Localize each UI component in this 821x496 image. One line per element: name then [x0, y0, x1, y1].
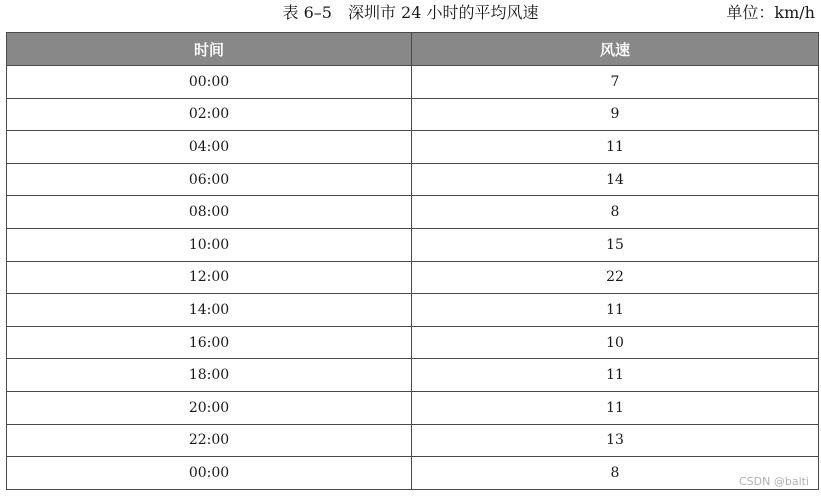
watermark: CSDN @balti — [738, 475, 809, 488]
cell-time: 22:00 — [7, 424, 412, 457]
cell-time: 20:00 — [7, 391, 412, 424]
cell-time: 00:00 — [7, 66, 412, 99]
cell-wind-speed: 13 — [412, 424, 819, 457]
table-row — [7, 424, 819, 457]
table-title: 表 6–5 深圳市 24 小时的平均风速 — [282, 3, 539, 22]
wind-speed-table — [6, 32, 819, 490]
table-row — [7, 326, 819, 359]
table-row — [7, 457, 819, 490]
cell-wind-speed: 11 — [412, 359, 819, 392]
cell-time: 06:00 — [7, 163, 412, 196]
cell-wind-speed: 11 — [412, 294, 819, 327]
table-row — [7, 196, 819, 229]
cell-time: 08:00 — [7, 196, 412, 229]
cell-wind-speed: 22 — [412, 261, 819, 294]
table-row — [7, 261, 819, 294]
table-row — [7, 359, 819, 392]
cell-time: 10:00 — [7, 228, 412, 261]
cell-time: 14:00 — [7, 294, 412, 327]
cell-wind-speed: 8 — [412, 196, 819, 229]
table-row — [7, 294, 819, 327]
cell-wind-speed: 9 — [412, 98, 819, 131]
cell-wind-speed: 10 — [412, 326, 819, 359]
table-row — [7, 131, 819, 164]
cell-wind-speed: 8 — [412, 457, 819, 490]
table-caption — [0, 0, 821, 30]
table-row — [7, 228, 819, 261]
cell-wind-speed: 15 — [412, 228, 819, 261]
unit-label: 单位：km/h — [726, 3, 815, 22]
cell-wind-speed: 11 — [412, 131, 819, 164]
table-row — [7, 66, 819, 99]
cell-time: 18:00 — [7, 359, 412, 392]
column-header-time: 时间 — [7, 33, 412, 66]
cell-wind-speed: 11 — [412, 391, 819, 424]
cell-time: 04:00 — [7, 131, 412, 164]
cell-time: 00:00 — [7, 457, 412, 490]
cell-time: 12:00 — [7, 261, 412, 294]
cell-wind-speed: 14 — [412, 163, 819, 196]
cell-wind-speed: 7 — [412, 66, 819, 99]
table-row — [7, 391, 819, 424]
table-row — [7, 98, 819, 131]
column-header-wind-speed: 风速 — [412, 33, 819, 66]
cell-time: 16:00 — [7, 326, 412, 359]
cell-time: 02:00 — [7, 98, 412, 131]
table-row — [7, 163, 819, 196]
header-row — [7, 33, 819, 66]
